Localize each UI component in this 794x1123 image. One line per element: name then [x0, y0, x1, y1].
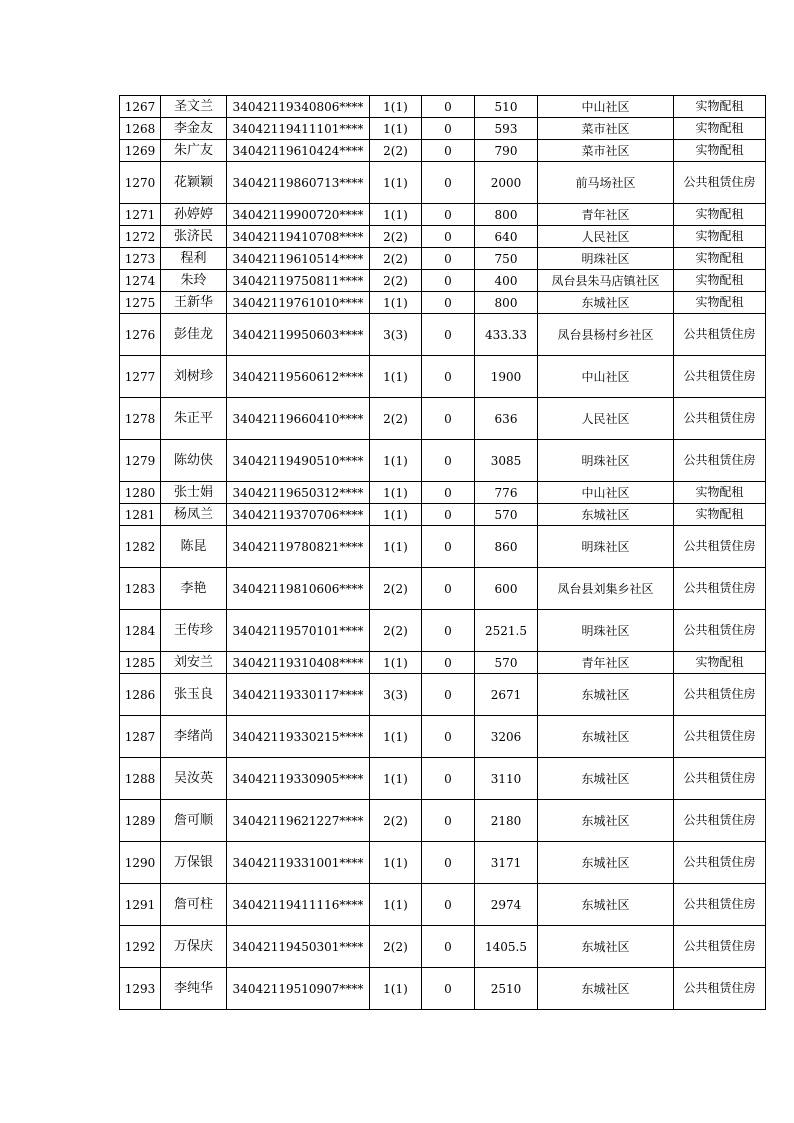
table-row — [120, 526, 766, 568]
zero-value-cell: 0 — [422, 800, 475, 842]
amount-cell: 1900 — [475, 356, 538, 398]
id-number-cell: 34042119331001**** — [227, 842, 370, 884]
household-size-cell: 2(2) — [370, 398, 422, 440]
housing-type-cell: 公共租赁住房 — [674, 356, 766, 398]
row-number-cell: 1289 — [120, 800, 161, 842]
row-number-cell: 1274 — [120, 270, 161, 292]
id-number-cell: 34042119570101**** — [227, 610, 370, 652]
household-size-cell: 2(2) — [370, 270, 422, 292]
row-number-cell: 1273 — [120, 248, 161, 270]
zero-value-cell: 0 — [422, 204, 475, 226]
row-number-cell: 1268 — [120, 118, 161, 140]
household-size-cell: 3(3) — [370, 674, 422, 716]
zero-value-cell: 0 — [422, 926, 475, 968]
housing-type-cell: 公共租赁住房 — [674, 716, 766, 758]
household-size-cell: 1(1) — [370, 356, 422, 398]
zero-value-cell: 0 — [422, 758, 475, 800]
housing-type-cell: 实物配租 — [674, 652, 766, 674]
name-cell: 吴汝英 — [161, 758, 227, 800]
amount-cell: 3110 — [475, 758, 538, 800]
amount-cell: 2521.5 — [475, 610, 538, 652]
household-size-cell: 3(3) — [370, 314, 422, 356]
table-row — [120, 758, 766, 800]
community-cell: 明珠社区 — [538, 526, 674, 568]
zero-value-cell: 0 — [422, 674, 475, 716]
housing-type-cell: 实物配租 — [674, 118, 766, 140]
zero-value-cell: 0 — [422, 162, 475, 204]
zero-value-cell: 0 — [422, 652, 475, 674]
row-number-cell: 1293 — [120, 968, 161, 1010]
name-cell: 王传珍 — [161, 610, 227, 652]
community-cell: 凤台县朱马店镇社区 — [538, 270, 674, 292]
table-row — [120, 842, 766, 884]
name-cell: 张济民 — [161, 226, 227, 248]
household-size-cell: 1(1) — [370, 440, 422, 482]
zero-value-cell: 0 — [422, 292, 475, 314]
id-number-cell: 34042119650312**** — [227, 482, 370, 504]
name-cell: 朱玲 — [161, 270, 227, 292]
amount-cell: 570 — [475, 652, 538, 674]
zero-value-cell: 0 — [422, 968, 475, 1010]
row-number-cell: 1278 — [120, 398, 161, 440]
community-cell: 明珠社区 — [538, 610, 674, 652]
community-cell: 凤台县刘集乡社区 — [538, 568, 674, 610]
id-number-cell: 34042119950603**** — [227, 314, 370, 356]
amount-cell: 800 — [475, 292, 538, 314]
housing-type-cell: 公共租赁住房 — [674, 440, 766, 482]
amount-cell: 2180 — [475, 800, 538, 842]
id-number-cell: 34042119810606**** — [227, 568, 370, 610]
name-cell: 陈昆 — [161, 526, 227, 568]
name-cell: 孙婷婷 — [161, 204, 227, 226]
id-number-cell: 34042119340806**** — [227, 96, 370, 118]
amount-cell: 3206 — [475, 716, 538, 758]
community-cell: 东城社区 — [538, 884, 674, 926]
table-row — [120, 482, 766, 504]
id-number-cell: 34042119610514**** — [227, 248, 370, 270]
row-number-cell: 1275 — [120, 292, 161, 314]
zero-value-cell: 0 — [422, 884, 475, 926]
housing-type-cell: 实物配租 — [674, 482, 766, 504]
table-row — [120, 140, 766, 162]
name-cell: 彭佳龙 — [161, 314, 227, 356]
household-size-cell: 1(1) — [370, 204, 422, 226]
name-cell: 张士娟 — [161, 482, 227, 504]
housing-type-cell: 公共租赁住房 — [674, 398, 766, 440]
id-number-cell: 34042119490510**** — [227, 440, 370, 482]
amount-cell: 3085 — [475, 440, 538, 482]
table-row — [120, 398, 766, 440]
id-number-cell: 34042119330215**** — [227, 716, 370, 758]
household-size-cell: 2(2) — [370, 800, 422, 842]
name-cell: 程利 — [161, 248, 227, 270]
zero-value-cell: 0 — [422, 526, 475, 568]
row-number-cell: 1286 — [120, 674, 161, 716]
row-number-cell: 1272 — [120, 226, 161, 248]
amount-cell: 1405.5 — [475, 926, 538, 968]
household-size-cell: 2(2) — [370, 610, 422, 652]
name-cell: 詹可柱 — [161, 884, 227, 926]
housing-type-cell: 实物配租 — [674, 96, 766, 118]
zero-value-cell: 0 — [422, 398, 475, 440]
housing-type-cell: 实物配租 — [674, 204, 766, 226]
zero-value-cell: 0 — [422, 248, 475, 270]
housing-type-cell: 实物配租 — [674, 226, 766, 248]
housing-type-cell: 公共租赁住房 — [674, 610, 766, 652]
zero-value-cell: 0 — [422, 356, 475, 398]
housing-type-cell: 公共租赁住房 — [674, 800, 766, 842]
row-number-cell: 1290 — [120, 842, 161, 884]
amount-cell: 790 — [475, 140, 538, 162]
table-row — [120, 292, 766, 314]
id-number-cell: 34042119621227**** — [227, 800, 370, 842]
row-number-cell: 1281 — [120, 504, 161, 526]
housing-type-cell: 实物配租 — [674, 504, 766, 526]
row-number-cell: 1271 — [120, 204, 161, 226]
row-number-cell: 1284 — [120, 610, 161, 652]
row-number-cell: 1283 — [120, 568, 161, 610]
table-row — [120, 568, 766, 610]
household-size-cell: 1(1) — [370, 884, 422, 926]
community-cell: 菜市社区 — [538, 140, 674, 162]
household-size-cell: 1(1) — [370, 96, 422, 118]
community-cell: 东城社区 — [538, 716, 674, 758]
community-cell: 东城社区 — [538, 842, 674, 884]
amount-cell: 2974 — [475, 884, 538, 926]
name-cell: 陈幼侠 — [161, 440, 227, 482]
table-row — [120, 716, 766, 758]
table-row — [120, 162, 766, 204]
id-number-cell: 34042119411101**** — [227, 118, 370, 140]
id-number-cell: 34042119450301**** — [227, 926, 370, 968]
household-size-cell: 1(1) — [370, 758, 422, 800]
housing-type-cell: 公共租赁住房 — [674, 926, 766, 968]
table-row — [120, 800, 766, 842]
community-cell: 东城社区 — [538, 504, 674, 526]
name-cell: 朱正平 — [161, 398, 227, 440]
row-number-cell: 1270 — [120, 162, 161, 204]
name-cell: 王新华 — [161, 292, 227, 314]
household-size-cell: 1(1) — [370, 526, 422, 568]
zero-value-cell: 0 — [422, 226, 475, 248]
row-number-cell: 1287 — [120, 716, 161, 758]
records-table-body — [120, 96, 766, 1010]
row-number-cell: 1292 — [120, 926, 161, 968]
household-size-cell: 1(1) — [370, 968, 422, 1010]
id-number-cell: 34042119330117**** — [227, 674, 370, 716]
household-size-cell: 1(1) — [370, 482, 422, 504]
id-number-cell: 34042119761010**** — [227, 292, 370, 314]
housing-type-cell: 公共租赁住房 — [674, 162, 766, 204]
zero-value-cell: 0 — [422, 842, 475, 884]
community-cell: 东城社区 — [538, 758, 674, 800]
community-cell: 人民社区 — [538, 226, 674, 248]
amount-cell: 640 — [475, 226, 538, 248]
amount-cell: 750 — [475, 248, 538, 270]
community-cell: 青年社区 — [538, 204, 674, 226]
row-number-cell: 1280 — [120, 482, 161, 504]
amount-cell: 776 — [475, 482, 538, 504]
household-size-cell: 1(1) — [370, 716, 422, 758]
community-cell: 东城社区 — [538, 800, 674, 842]
row-number-cell: 1276 — [120, 314, 161, 356]
community-cell: 东城社区 — [538, 292, 674, 314]
community-cell: 中山社区 — [538, 96, 674, 118]
community-cell: 人民社区 — [538, 398, 674, 440]
id-number-cell: 34042119900720**** — [227, 204, 370, 226]
zero-value-cell: 0 — [422, 270, 475, 292]
row-number-cell: 1285 — [120, 652, 161, 674]
id-number-cell: 34042119610424**** — [227, 140, 370, 162]
id-number-cell: 34042119410708**** — [227, 226, 370, 248]
table-row — [120, 674, 766, 716]
amount-cell: 2510 — [475, 968, 538, 1010]
zero-value-cell: 0 — [422, 610, 475, 652]
housing-type-cell: 公共租赁住房 — [674, 526, 766, 568]
id-number-cell: 34042119660410**** — [227, 398, 370, 440]
table-row — [120, 118, 766, 140]
housing-type-cell: 实物配租 — [674, 270, 766, 292]
zero-value-cell: 0 — [422, 568, 475, 610]
row-number-cell: 1291 — [120, 884, 161, 926]
zero-value-cell: 0 — [422, 118, 475, 140]
amount-cell: 593 — [475, 118, 538, 140]
amount-cell: 860 — [475, 526, 538, 568]
zero-value-cell: 0 — [422, 96, 475, 118]
table-row — [120, 314, 766, 356]
id-number-cell: 34042119370706**** — [227, 504, 370, 526]
records-table — [119, 95, 766, 1010]
id-number-cell: 34042119560612**** — [227, 356, 370, 398]
row-number-cell: 1277 — [120, 356, 161, 398]
zero-value-cell: 0 — [422, 314, 475, 356]
amount-cell: 570 — [475, 504, 538, 526]
amount-cell: 433.33 — [475, 314, 538, 356]
table-row — [120, 226, 766, 248]
id-number-cell: 34042119510907**** — [227, 968, 370, 1010]
name-cell: 圣文兰 — [161, 96, 227, 118]
community-cell: 凤台县杨村乡社区 — [538, 314, 674, 356]
table-row — [120, 926, 766, 968]
community-cell: 前马场社区 — [538, 162, 674, 204]
name-cell: 朱广友 — [161, 140, 227, 162]
community-cell: 明珠社区 — [538, 440, 674, 482]
name-cell: 李绪尚 — [161, 716, 227, 758]
housing-type-cell: 实物配租 — [674, 248, 766, 270]
community-cell: 菜市社区 — [538, 118, 674, 140]
household-size-cell: 1(1) — [370, 118, 422, 140]
household-size-cell: 1(1) — [370, 292, 422, 314]
row-number-cell: 1288 — [120, 758, 161, 800]
community-cell: 明珠社区 — [538, 248, 674, 270]
table-row — [120, 504, 766, 526]
household-size-cell: 2(2) — [370, 226, 422, 248]
housing-type-cell: 实物配租 — [674, 292, 766, 314]
household-size-cell: 1(1) — [370, 162, 422, 204]
household-size-cell: 2(2) — [370, 926, 422, 968]
amount-cell: 510 — [475, 96, 538, 118]
row-number-cell: 1279 — [120, 440, 161, 482]
name-cell: 詹可顺 — [161, 800, 227, 842]
amount-cell: 3171 — [475, 842, 538, 884]
amount-cell: 600 — [475, 568, 538, 610]
id-number-cell: 34042119780821**** — [227, 526, 370, 568]
zero-value-cell: 0 — [422, 140, 475, 162]
community-cell: 青年社区 — [538, 652, 674, 674]
name-cell: 万保银 — [161, 842, 227, 884]
household-size-cell: 2(2) — [370, 140, 422, 162]
table-row — [120, 270, 766, 292]
household-size-cell: 1(1) — [370, 842, 422, 884]
community-cell: 东城社区 — [538, 674, 674, 716]
table-row — [120, 440, 766, 482]
name-cell: 刘树珍 — [161, 356, 227, 398]
table-row — [120, 652, 766, 674]
zero-value-cell: 0 — [422, 716, 475, 758]
name-cell: 张玉良 — [161, 674, 227, 716]
zero-value-cell: 0 — [422, 440, 475, 482]
id-number-cell: 34042119750811**** — [227, 270, 370, 292]
community-cell: 中山社区 — [538, 356, 674, 398]
name-cell: 花颖颖 — [161, 162, 227, 204]
housing-type-cell: 实物配租 — [674, 140, 766, 162]
table-row — [120, 356, 766, 398]
housing-type-cell: 公共租赁住房 — [674, 884, 766, 926]
housing-type-cell: 公共租赁住房 — [674, 314, 766, 356]
housing-type-cell: 公共租赁住房 — [674, 568, 766, 610]
table-row — [120, 610, 766, 652]
name-cell: 李金友 — [161, 118, 227, 140]
row-number-cell: 1269 — [120, 140, 161, 162]
name-cell: 李纯华 — [161, 968, 227, 1010]
amount-cell: 2000 — [475, 162, 538, 204]
amount-cell: 400 — [475, 270, 538, 292]
community-cell: 东城社区 — [538, 968, 674, 1010]
row-number-cell: 1267 — [120, 96, 161, 118]
table-row — [120, 968, 766, 1010]
zero-value-cell: 0 — [422, 504, 475, 526]
household-size-cell: 2(2) — [370, 248, 422, 270]
name-cell: 李艳 — [161, 568, 227, 610]
household-size-cell: 1(1) — [370, 652, 422, 674]
housing-type-cell: 公共租赁住房 — [674, 758, 766, 800]
housing-type-cell: 公共租赁住房 — [674, 968, 766, 1010]
name-cell: 刘安兰 — [161, 652, 227, 674]
id-number-cell: 34042119411116**** — [227, 884, 370, 926]
id-number-cell: 34042119310408**** — [227, 652, 370, 674]
name-cell: 万保庆 — [161, 926, 227, 968]
name-cell: 杨凤兰 — [161, 504, 227, 526]
id-number-cell: 34042119860713**** — [227, 162, 370, 204]
table-row — [120, 248, 766, 270]
table-row — [120, 204, 766, 226]
community-cell: 中山社区 — [538, 482, 674, 504]
amount-cell: 800 — [475, 204, 538, 226]
zero-value-cell: 0 — [422, 482, 475, 504]
table-row — [120, 96, 766, 118]
row-number-cell: 1282 — [120, 526, 161, 568]
household-size-cell: 1(1) — [370, 504, 422, 526]
id-number-cell: 34042119330905**** — [227, 758, 370, 800]
amount-cell: 2671 — [475, 674, 538, 716]
housing-type-cell: 公共租赁住房 — [674, 674, 766, 716]
table-row — [120, 884, 766, 926]
household-size-cell: 2(2) — [370, 568, 422, 610]
community-cell: 东城社区 — [538, 926, 674, 968]
housing-type-cell: 公共租赁住房 — [674, 842, 766, 884]
amount-cell: 636 — [475, 398, 538, 440]
